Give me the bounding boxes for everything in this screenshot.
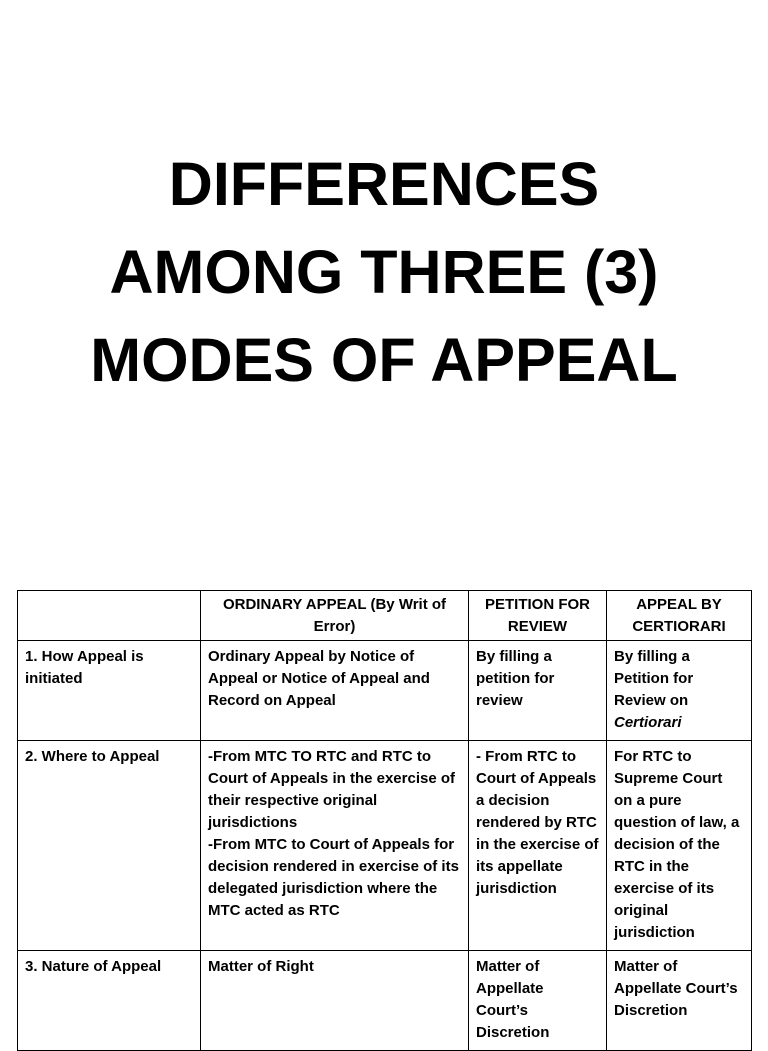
- petition-cell: By filling a petition for review: [469, 641, 607, 741]
- certiorari-cell: Matter of Appellate Court’s Discretion: [607, 951, 752, 1051]
- certiorari-text: By filling a Petition for Review on: [614, 648, 694, 709]
- certiorari-italic: Certiorari: [614, 714, 682, 731]
- header-ordinary-appeal: ORDINARY APPEAL (By Writ of Error): [201, 591, 469, 641]
- title-line-1: DIFFERENCES: [168, 150, 600, 218]
- petition-cell: Matter of Appellate Court’s Discretion: [469, 951, 607, 1051]
- certiorari-cell: For RTC to Supreme Court on a pure question of law, a decision of the RTC in the exercise of its original jurisdiction: [607, 741, 752, 951]
- ordinary-cell: [201, 741, 469, 951]
- table-row: [18, 951, 752, 1051]
- table-header-row: [18, 591, 752, 641]
- petition-cell: - From RTC to Court of Appeals a decision rendered by RTC in the exercise of its appellate jurisdiction: [469, 741, 607, 951]
- page-title: [0, 140, 768, 404]
- certiorari-cell: [607, 641, 752, 741]
- row-label: 2. Where to Appeal: [18, 741, 201, 951]
- row-label: 3. Nature of Appeal: [18, 951, 201, 1051]
- table-row: [18, 641, 752, 741]
- ordinary-part-a: -From MTC TO RTC and RTC to Court of Appeals in the exercise of their respective original jurisdictions: [208, 748, 455, 831]
- title-line-3: MODES OF APPEAL: [90, 326, 678, 394]
- table-row: [18, 741, 752, 951]
- ordinary-part-b: -From MTC to Court of Appeals for decision rendered in exercise of its delegated jurisdiction where the MTC acted as RTC: [208, 836, 459, 919]
- title-line-2: AMONG THREE (3): [109, 238, 659, 306]
- row-label: 1. How Appeal is initiated: [18, 641, 201, 741]
- ordinary-cell: Matter of Right: [201, 951, 469, 1051]
- header-blank: [18, 591, 201, 641]
- ordinary-cell: Ordinary Appeal by Notice of Appeal or Notice of Appeal and Record on Appeal: [201, 641, 469, 741]
- header-petition-for-review: PETITION FOR REVIEW: [469, 591, 607, 641]
- header-appeal-by-certiorari: APPEAL BY CERTIORARI: [607, 591, 752, 641]
- appeal-modes-table: [17, 590, 752, 1051]
